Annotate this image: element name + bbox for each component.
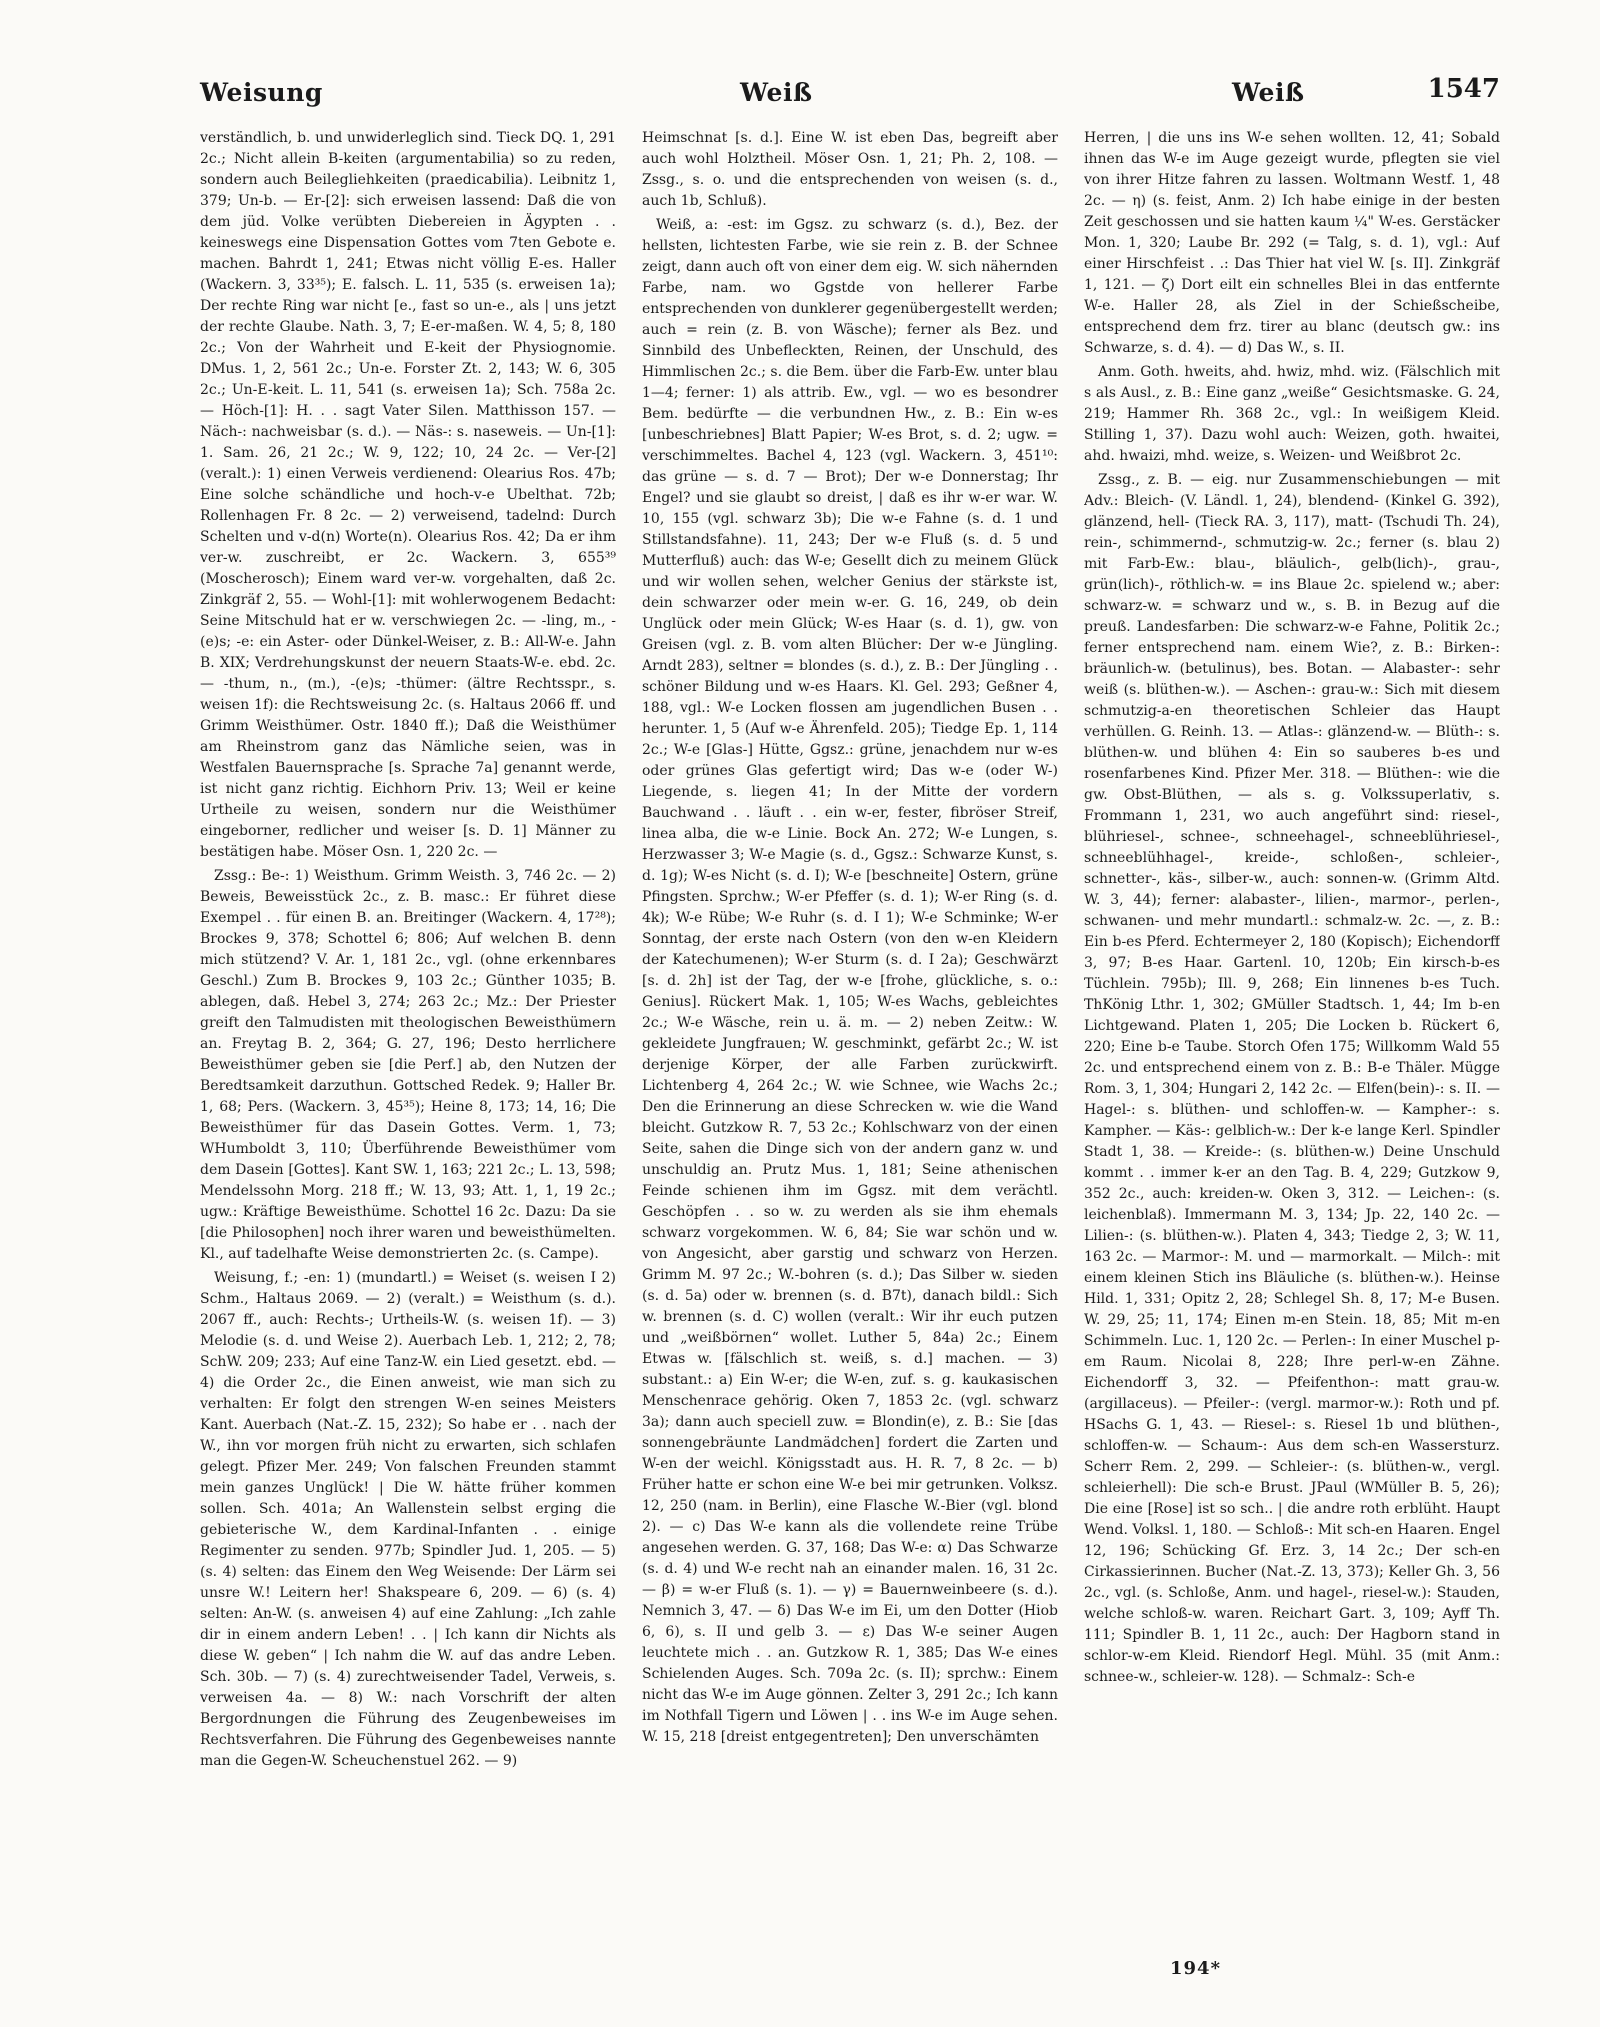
column-left-paragraph-3: Weisung, f.; -en: 1) (mundartl.) = Weiset (s. weisen I 2) Schm., Haltaus 2069. — 2) (veralt.) = Weisthum (s. d.). 2067 ff., auch: Rechts-; Urtheils-W. (s. weisen 1f). — 3) Melodie (s. d. und Weise 2). Auerbach Leb. 1, 212; 2, 78; SchW. 209; 233; Auf eine Tanz-W. ein Lied gesetzt. ebd. — 4) die Order 2c., die Einen anweist, wie man sich zu verhalten: Er folgt den strengen W-en seines Meisters Kant. Auerbach (Nat.-Z. 15, 232); So habe er . . nach der W., ihn vor morgen früh nicht zu erwarten, sich schlafen gelegt. Pfizer Mer. 249; Von falschen Freunden stammt mein ganzes Unglück! | Die W. hätte früher kommen sollen. Sch. 401a; An Wallenstein selbst erging die gebieterische W., dem Kardinal-Infanten . . einige Regimenter zu senden. 977b; Spindler Jud. 1, 205. — 5) (s. 4) selten: das Einem den Weg Weisende: Der Lärm sei unsre W.! Leitern her! Shakspeare 6, 209. — 6) (s. 4) selten: An-W. (s. anweisen 4) auf eine Zahlung: „Ich zahle dir in einem andern Leben! . . | Ich kann dir Nichts als diese W. geben“ | Ich nahm die W. auf das andre Leben. Sch. 30b. — 7) (s. 4) zurechtweisender Tadel, Verweis, s. verweisen 4a. — 8) W.: nach Vorschrift der alten Bergordnungen die Führung des Zeugenbeweises im Rechtsverfahren. Die Führung des Gegenbeweises nannte man die Gegen-W. Scheuchenstuel 262. — 9) xyxy=(200,1270,616,1769)
column-middle-paragraph-2: Weiß, a: -est: im Ggsz. zu schwarz (s. d.), Bez. der hellsten, lichtesten Farbe, wie sie rein z. B. der Schnee zeigt, dann auch oft von einer dem eig. W. sich nähernden Farbe, nam. wo Ggstde von hellerer Farbe entsprechenden von dunklerer gegenübergestellt werden; auch = rein (z. B. von Wäsche); ferner als Bez. und Sinnbild des Unbefleckten, Reinen, der Unschuld, des Himmlischen 2c.; s. die Bem. über die Farb-Ew. unter blau 1—4; ferner: 1) als attrib. Ew., vgl. — wo es besondrer Bem. bedürfte — die verbundnen Hw., z. B.: Ein w-es [unbeschriebnes] Blatt Papier; W-es Brot, s. d. 2; ugw. = verschimmeltes. Bachel 4, 123 (vgl. Wackern. 3, 451¹⁰: das grüne — s. d. 7 — Brot); Der w-e Donnerstag; Ihr Engel? und sie glaubt so dreist, | daß es ihr w-er war. W. 10, 155 (vgl. schwarz 3b); Die w-e Fahne (s. d. 1 und Stillstandsfahne). 11, 243; Der w-e Fluß (s. d. 5 und Mutterfluß) auch: das W-e; Gesellt dich zu meinem Glück und wir wollen sehen, welcher Genius der stärkste ist, dein schwarzer oder mein w-er. G. 16, 249, ob dein Unglück oder mein Glück; W-es Haar (s. d. 1), gw. von Greisen (vgl. z. B. vom alten Blücher: Der w-e Jüngling. Arndt 283), seltner = blondes (s. d.), z. B.: Der Jüngling . . schöner Bildung und w-es Haars. Kl. Gel. 293; Geßner 4, 188, vgl.: W-e Locken flossen am jugendlichen Busen . . herunter. 1, 5 (Auf w-e Ährenfeld. 205); Tiedge Ep. 1, 114 2c.; W-e [Glas-] Hütte, Ggsz.: grüne, jenachdem nur w-es oder grünes Glas gefertigt wird; Das w-e (oder W-) Liegende, s. liegen 41; In der Mitte der vordern Bauchwand . . läuft . . ein w-er, fester, fibröser Streif, linea alba, die w-e Linie. Bock An. 272; W-e Lungen, s. Herzwasser 3; W-e Magie (s. d., Ggsz.: Schwarze Kunst, s. d. 1g); W-es Nicht (s. d. I); W-e [beschneite] Ostern, grüne Pfingsten. Sprchw.; W-er Pfeffer (s. d. 1); W-er Ring (s. d. 4k); W-e Rübe; W-e Ruhr (s. d. I 1); W-e Schminke; W-er Sonntag, der erste nach Ostern (von den w-en Kleidern der Katechumenen); W-er Sturm (s. d. I 2a); Geschwärzt [s. d. 2h] ist der Tag, der w-e [frohe, glückliche, s. o.: Genius]. Rückert Mak. 1, 105; W-es Wachs, gebleichtes 2c.; W-e Wäsche, rein u. ä. m. — 2) neben Zeitw.: W. gekleidete Jungfrauen; W. geschminkt, gefärbt 2c.; W. ist derjenige Körper, der alle Farben zurückwirft. Lichtenberg 4, 264 2c.; W. wie Schnee, wie Wachs 2c.; Den die Erinnerung an diese Schrecken w. wie die Wand bleicht. Gutzkow R. 7, 53 2c.; Kohlschwarz von der einen Seite, sahen die Dinge sich von der andern ganz w. und unschuldig an. Prutz Mus. 1, 181; Seine athenischen Feinde schienen ihm im Ggsz. mit dem verächtl. Geschöpfen . . so w. zu werden als sie ihm ehemals schwarz vorgekommen. W. 6, 84; Sie war schön und w. von Angesicht, aber garstig und schwarz von Herzen. Grimm M. 97 2c.; W.-bohren (s. d.); Das Silber w. sieden (s. d. 5a) oder w. brennen (s. d. B7t), danach bildl.: Sich w. brennen (s. d. C) wollen (veralt.: Wir ihr euch putzen und „weißbörnen“ wollet. Luther 5, 84a) 2c.; Einem Etwas w. [fälschlich st. weiß, s. d.] machen. — 3) substant.: a) Ein W-er; die W-en, zuf. s. g. kaukasischen Menschenrace gehörig. Oken 7, 1853 2c. (vgl. schwarz 3a); dann auch speciell zuw. = Blondin(e), z. B.: Sie [das sonnengebräunte Landmädchen] fordert die Zarten und W-en der weichl. Königsstadt aus. H. R. 7, 8 2c. — b) Früher hatte er schon eine W-e bei mir getrunken. Volksz. 12, 250 (nam. in Berlin), eine Flasche W.-Bier (vgl. blond 2). — c) Das W-e kann als die vollendete reine Trübe angesehen werden. G. 37, 168; Das W-e: α) Das Schwarze (s. d. 4) und W-e recht nah an einander malen. 16, 31 2c. — β) = w-er Fluß (s. 1). — γ) = Bauernweinbeere (s. d.). Nemnich 3, 47. — δ) Das W-e im Ei, um den Dotter (Hiob 6, 6), s. II und gelb 3. — ε) Das W-e seiner Augen leuchtete mich . . an. Gutzkow R. 1, 385; Das W-e eines Schielenden Auges. Sch. 709a 2c. (s. II); sprchw.: Einem nicht das W-e im Auge gönnen. Zelter 3, 291 2c.; Ich kann im Nothfall Tigern und Löwen | . . ins W-e im Auge sehen. W. 15, 218 [dreist entgegentreten]; Den unverschämten xyxy=(642,217,1058,1745)
running-head xyxy=(200,74,1500,118)
header-right-headword: Weiß xyxy=(1232,78,1305,107)
header-center-headword: Weiß xyxy=(740,78,813,107)
header-left-headword: Weisung xyxy=(200,78,323,107)
column-left xyxy=(200,128,616,1948)
column-right-paragraph-1: Herren, | die uns ins W-e sehen wollten. 12, 41; Sobald ihnen das W-e im Auge gezeigt wurde, pflegten sie viel von ihrer Hitze fahren zu lassen. Woltmann Westf. 1, 48 2c. — η) (s. feist, Anm. 2) Ich habe einige in der besten Zeit geschossen und sie hatten kaum ¼" W-es. Gerstäcker Mon. 1, 320; Laube Br. 292 (= Talg, s. d. 1), vgl.: Auf einer Hirschfeist . .: Das Thier hat viel W. [s. II]. Zinkgräf 1, 121. — ζ) Dort eilt ein schnelles Blei in das entfernte W-e. Haller 28, als Ziel in der Schießscheibe, entsprechend dem frz. tirer au blanc (deutsch gw.: ins Schwarze, s. d. 4). — d) Das W., s. II. xyxy=(1084,130,1500,356)
page-number: 1547 xyxy=(1427,74,1500,104)
column-right xyxy=(1084,128,1500,1948)
column-left-paragraph-1: verständlich, b. und unwiderleglich sind. Tieck DQ. 1, 291 2c.; Nicht allein B-keiten (argumentabilia) so zu reden, sondern auch Beilegliehkeiten (praedicabilia). Leibnitz 1, 379; Un-b. — Er-[2]: sich erweisen lassend: Daß die von dem jüd. Volke verübten Diebereien in Ägypten . . keineswegs eine Dispensation Gottes vom 7ten Gebote e. machen. Bahrdt 1, 241; Etwas nicht völlig E-es. Haller (Wackern. 3, 33³⁵); E. falsch. L. 11, 535 (s. erweisen 1a); Der rechte Ring war nicht [e., fast so un-e., als | uns jetzt der rechte Glaube. Nath. 3, 7; E-er-maßen. W. 4, 5; 8, 180 2c.; Von der Wahrheit und E-keit der Physiognomie. DMus. 1, 2, 561 2c.; Un-e. Forster Zt. 2, 143; W. 6, 305 2c.; Un-E-keit. L. 11, 541 (s. erweisen 1a); Sch. 758a 2c. — Höch-[1]: H. . . sagt Vater Silen. Matthisson 157. — Näch-: nachweisbar (s. d.). — Näs-: s. naseweis. — Un-[1]: 1. Sam. 26, 21 2c.; W. 9, 122; 10, 24 2c. — Ver-[2] (veralt.): 1) einen Verweis verdienend: Olearius Ros. 47b; Eine solche schändliche und hoch-v-e Ubelthat. 72b; Rollenhagen Fr. 8 2c. — 2) verweisend, tadelnd: Durch Schelten und v-d(n) Worte(n). Olearius Ros. 42; Da er ihm ver-w. zuschreibt, er 2c. Wackern. 3, 655³⁹ (Moscherosch); Einem ward ver-w. vorgehalten, daß 2c. Zinkgräf 2, 55. — Wohl-[1]: mit wohlerwogenem Bedacht: Seine Mitschuld hat er w. verschwiegen 2c. — -ling, m., -(e)s; -e: ein Aster- oder Dünkel-Weiser, z. B.: All-W-e. Jahn B. XIX; Verdrehungskunst der neuern Staats-W-e. ebd. 2c. — -thum, n., (m.), -(e)s; -thümer: (ältre Rechtsspr., s. weisen 1f): die Rechtsweisung 2c. (s. Haltaus 2066 ff. und Grimm Weisthümer. Ostr. 1840 ff.); Daß die Weisthümer am Rheinstrom ganz das Nämliche seien, was in Westfalen Bauernsprache [s. Sprache 7a] genannt werde, ist nicht ganz richtig. Eichhorn Priv. 13; Weil er keine Urtheile zu weisen, sondern nur die Weisthümer eingeborner, redlicher und weiser [s. D. 1] Männer zu bestätigen habe. Möser Osn. 1, 220 2c. — xyxy=(200,130,616,860)
column-middle xyxy=(642,128,1058,1948)
column-middle-paragraph-1: Heimschnat [s. d.]. Eine W. ist eben Das, begreift aber auch wohl Holztheil. Möser Osn. 1, 21; Ph. 2, 108. — Zssg., s. o. und die entsprechenden von weisen (s. d., auch 1b, Schluß). xyxy=(642,130,1058,209)
column-left-paragraph-2: Zssg.: Be-: 1) Weisthum. Grimm Weisth. 3, 746 2c. — 2) Beweis, Beweisstück 2c., z. B. masc.: Er führet diese Exempel . . für einen B. an. Breitinger (Wackern. 4, 17²⁸); Brockes 9, 378; Schottel 6; 806; Auf welchen B. denn mich stützend? V. Ar. 1, 181 2c., vgl. (ohne erkennbares Geschl.) Zum B. Brockes 9, 103 2c.; Günther 1035; B. ablegen, daß. Hebel 3, 274; 263 2c.; Mz.: Der Priester greift den Talmudisten mit theologischen Beweisthümern an. Freytag B. 2, 364; G. 27, 196; Desto herrlichere Beweisthümer geben sie [die Perf.] ab, den Nutzen der Beredtsamkeit darzuthun. Gottsched Redek. 9; Haller Br. 1, 68; Pers. (Wackern. 3, 45³⁵); Heine 8, 173; 14, 16; Die Beweisthümer für das Dasein Gottes. Verm. 1, 73; WHumboldt 3, 110; Überführende Beweisthümer vom dem Dasein [Gottes]. Kant SW. 1, 163; 221 2c.; L. 13, 598; Mendelssohn Morg. 218 ff.; W. 13, 93; Att. 1, 1, 19 2c.; ugw.: Kräftige Beweisthüme. Schottel 16 2c. Dazu: Da sie [die Philosophen] noch ihrer waren und beweisthümelten. Kl., auf tadelhafte Weise demonstrierten 2c. (s. Campe). xyxy=(200,868,616,1262)
text-columns xyxy=(200,128,1500,1948)
column-right-paragraph-3: Zssg., z. B. — eig. nur Zusammenschiebungen — mit Adv.: Bleich- (V. Ländl. 1, 24), blendend- (Kinkel G. 392), glänzend, hell- (Tieck RA. 3, 117), matt- (Tschudi Th. 24), rein-, schimmernd-, schmutzig-w. 2c.; ferner (s. blau 2) mit Farb-Ew.: blau-, bläulich-, gelb(lich)-, grau-, grün(lich)-, röthlich-w. = ins Blaue 2c. spielend w.; aber: schwarz-w. = schwarz und w., s. B. in Bezug auf die preuß. Landesfarben: Die schwarz-w-e Fahne, Politik 2c.; ferner entsprechend nam. einem Wie?, z. B.: Birken-: bräunlich-w. (betulinus), bes. Botan. — Alabaster-: sehr weiß (s. blüthen-w.). — Aschen-: grau-w.: Sich mit diesem schmutzig-a-en theoretischen Schleier das Haupt verhüllen. G. Reinh. 13. — Atlas-: glänzend-w. — Blüth-: s. blüthen-w. und blühen 4: Ein so sauberes b-es und rosenfarbenes Kind. Pfizer Mer. 318. — Blüthen-: wie die gw. Obst-Blüthen, — als s. g. Volkssuperlativ, s. Frommann 1, 231, wo auch angeführt sind: riesel-, blühriesel-, schnee-, schneehagel-, schneeblühriesel-, schneeblühhagel-, kreide-, schloßen-, schleier-, schnetter-, käs-, silber-w., auch: sonnen-w. (Grimm Altd. W. 3, 44); ferner: alabaster-, lilien-, marmor-, perlen-, schwanen- und mehr mundartl.: schmalz-w. 2c. —, z. B.: Ein b-es Pferd. Echtermeyer 2, 180 (Kopisch); Eichendorff 3, 97; B-es Haar. Gartenl. 10, 120b; Ein kirsch-b-es Tüchlein. 795b); Ill. 9, 268; Ein linnenes b-es Tuch. ThKönig Lthr. 1, 302; GMüller Stadtsch. 1, 44; Im b-en Lichtgewand. Platen 1, 205; Die Locken b. Rückert 6, 220; Eine b-e Taube. Storch Ofen 175; Willkomm Wald 55 2c. und entsprechend einem von z. B.: B-e Thäler. Müggе Rom. 3, 1, 304; Hungari 2, 142 2c. — Elfen(bein)-: s. II. — Hagel-: s. blüthen- und schloffen-w. — Kampher-: s. Kampher. — Käs-: gelblich-w.: Der k-e lange Kerl. Spindler Stadt 1, 38. — Kreide-: (s. blüthen-w.) Deine Unschuld kommt . . immer k-er an den Tag. B. 4, 229; Gutzkow 9, 352 2c., auch: kreiden-w. Oken 3, 312. — Leichen-: (s. leichenblaß). Immermann M. 3, 134; Jp. 22, 140 2c. — Lilien-: (s. blüthen-w.). Platen 4, 343; Tiedge 2, 3; W. 11, 163 2c. — Marmor-: M. und — marmorkalt. — Milch-: mit einem kleinen Stich ins Bläuliche (s. blüthen-w.). Heinse Hild. 1, 331; Opitz 2, 28; Schlegel Sh. 8, 17; M-e Busen. W. 29, 25; 11, 174; Einen m-en Stein. 18, 85; Mit m-en Schimmeln. Luc. 1, 120 2c. — Perlen-: In einer Muschel p-em Raum. Nicolai 8, 228; Ihre perl-w-en Zähne. Eichendorff 3, 32. — Pfeifenthon-: matt grau-w. (argillaceus). — Pfeiler-: (vergl. marmor-w.): Roth und pf. HSachs G. 1, 43. — Riesel-: s. Riesel 1b und blüthen-, schloffen-w. — Schaum-: Aus dem sch-en Wassersturz. Scherr Rem. 2, 299. — Schleier-: (s. blüthen-w., vergl. schleierhell): Die sch-e Brust. JPaul (WMüller B. 5, 26); Die eine [Rose] ist so sch.. | die andre roth erblüht. Haupt Wend. Volksl. 1, 180. — Schloß-: Mit sch-en Haaren. Engel 12, 196; Schücking Gf. Erz. 3, 14 2c.; Der sch-en Cirkassierinnen. Bucher (Nat.-Z. 13, 373); Keller Gh. 3, 56 2c., vgl. (s. Schloße, Anm. und hagel-, riesel-w.): Stauden, welche schloß-w. waren. Reichart Gart. 3, 109; Ayff Th. 111; Spindler B. 1, 11 2c., auch: Der Hagborn stand in schlor-w-em Kleid. Riendorf Hegl. Mühl. 35 (mit Anm.: schnee-w., schleier-w. 128). — Schmalz-: Sch-e xyxy=(1084,472,1500,1685)
signature-mark: 194* xyxy=(1170,1958,1221,1979)
column-right-paragraph-2: Anm. Goth. hweits, ahd. hwiz, mhd. wiz. (Fälschlich mit s als Ausl., z. B.: Eine ganz „weiße“ Gesichtsmaske. G. 24, 219; Hammer Rh. 368 2c., vgl.: In weißigem Kleid. Stilling 1, 37). Dazu wohl auch: Weizen, goth. hwaitei, ahd. hwaizi, mhd. weize, s. Weizen- und Weißbrot 2c. xyxy=(1084,364,1500,464)
